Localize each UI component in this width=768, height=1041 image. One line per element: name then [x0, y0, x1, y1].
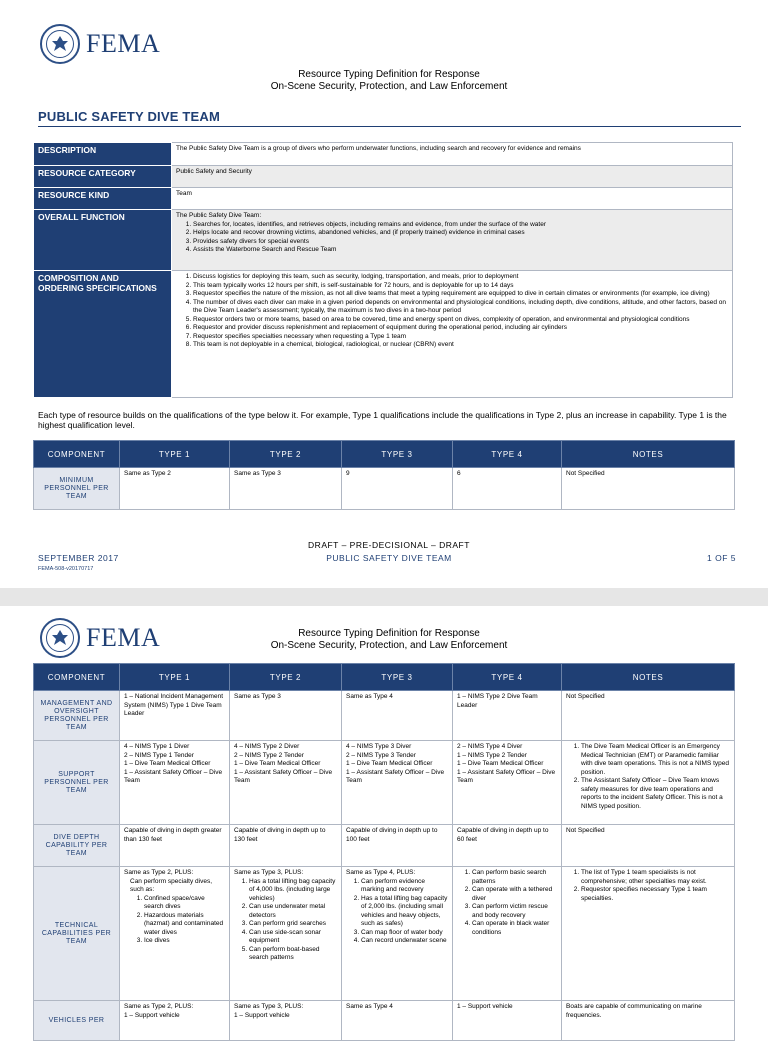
type2-cell: Capable of diving in depth up to 130 feet — [230, 825, 342, 867]
description-value: The Public Safety Dive Team is a group of divers who perform underwater functions, including search and recovery for evidence and remains — [172, 143, 733, 166]
column-header: TYPE 3 — [342, 441, 453, 468]
composition-list — [176, 273, 728, 350]
table-header — [34, 441, 735, 468]
header-line-2: On-Scene Security, Protection, and Law Enforcement — [270, 640, 508, 651]
column-header: COMPONENT — [34, 664, 120, 691]
description-label: DESCRIPTION — [34, 143, 172, 166]
column-header: TYPE 1 — [120, 664, 230, 691]
title-divider — [38, 126, 741, 127]
composition-label: COMPOSITION AND ORDERING SPECIFICATIONS — [34, 271, 172, 398]
composition-row — [34, 271, 733, 398]
type4-cell: 1 – NIMS Type 2 Dive Team Leader — [453, 691, 562, 741]
notes-cell: Not Specified — [562, 468, 735, 510]
list-item: 4. The number of dives each diver can make in a given period depends on environmental and physiological conditions, including depth, dive conditions, altitude, and other factors, based on the Dive Team Leader's assessment; typically, the maximum is two dives in a two-hour period — [193, 299, 728, 316]
type4-cell — [453, 867, 562, 1001]
document-header — [0, 69, 768, 93]
column-header: TYPE 1 — [120, 441, 230, 468]
column-header: TYPE 4 — [453, 664, 562, 691]
column-header: NOTES — [562, 441, 735, 468]
type2-cell — [230, 867, 342, 1001]
table-header — [34, 664, 735, 691]
type2-cell: Same as Type 3 — [230, 468, 342, 510]
table-row — [34, 825, 735, 867]
list-item: 2. Has a total lifting bag capacity of 2,000 lbs. (including small vehicles and heavy objects, such as safes) — [361, 895, 448, 929]
definition-table — [33, 142, 733, 398]
list-item: 3. Can perform victim rescue and body recovery — [472, 903, 557, 920]
header-line-1: Resource Typing Definition for Response — [298, 628, 480, 639]
list-item: 2. Helps locate and recover drowning victims, abandoned vehicles, and (if properly trained) evidence in criminal cases — [193, 229, 728, 238]
list-item: 4. Assists the Waterborne Search and Rescue Team — [193, 246, 728, 255]
column-header: TYPE 3 — [342, 664, 453, 691]
header-line-2: On-Scene Security, Protection, and Law Enforcement — [270, 81, 508, 92]
function-list — [176, 221, 728, 255]
page-two — [0, 606, 768, 1024]
dhs-seal-icon — [40, 24, 80, 64]
draft-status: DRAFT – PRE-DECISIONAL – DRAFT — [308, 540, 470, 550]
type2-cell: 4 – NIMS Type 2 Diver 2 – NIMS Type 2 Tender 1 – Dive Team Medical Officer 1 – Assistant Safety Officer – Dive Team — [230, 741, 342, 825]
column-header: TYPE 4 — [453, 441, 562, 468]
list-item: 5. Can perform boat-based search patterns — [249, 946, 337, 963]
document-header — [0, 628, 768, 652]
type4-cell: 6 — [453, 468, 562, 510]
list-item: 2. This team typically works 12 hours per shift, is self-sustainable for 72 hours, and is deployable for up to 14 days — [193, 282, 728, 291]
notes-cell: Not Specified — [562, 691, 735, 741]
footer-title: PUBLIC SAFETY DIVE TEAM — [326, 553, 452, 563]
component-cell: SUPPORT PERSONNEL PER TEAM — [34, 741, 120, 825]
list-item: 1. Can perform basic search patterns — [472, 869, 557, 886]
list-item: 4. Can use side-scan sonar equipment — [249, 929, 337, 946]
list-item: 1. The Dive Team Medical Officer is an Emergency Medical Technician (EMT) or Paramedic familiar with dive team operations. This is not a NIMS typed position. — [581, 743, 730, 777]
type1-cell: 1 – National Incident Management System (NIMS) Type 1 Dive Team Leader — [120, 691, 230, 741]
list-item: 2. Requestor specifies necessary Type 1 team specialties. — [581, 886, 730, 903]
fema-logo — [40, 24, 160, 64]
kind-label: RESOURCE KIND — [34, 188, 172, 210]
list-item: 1. Can perform evidence marking and recovery — [361, 878, 448, 895]
category-row — [34, 166, 733, 188]
type1-cell: Same as Type 2, PLUS: 1 – Support vehicle — [120, 1001, 230, 1041]
type3-cell: Same as Type 4 — [342, 1001, 453, 1041]
type1-cell: Same as Type 2 — [120, 468, 230, 510]
list-item: 4. Can operate in black water conditions — [472, 920, 557, 937]
table-row — [34, 741, 735, 825]
type1-cell — [120, 867, 230, 1001]
page-separator — [0, 588, 768, 606]
category-label: RESOURCE CATEGORY — [34, 166, 172, 188]
list-item: 2. Can operate with a tethered diver — [472, 886, 557, 903]
logo-text: FEMA — [86, 623, 161, 652]
type3-cell: Same as Type 4 — [342, 691, 453, 741]
type4-cell: 1 – Support vehicle — [453, 1001, 562, 1041]
list-item: 3. Requestor specifies the nature of the mission, as not all dive teams that meet a typing requirement are equipped to dive in certain climates or environments (for example, ice diving) — [193, 290, 728, 299]
list-item: 1. Discuss logistics for deploying this team, such as security, lodging, transportation, and meals, prior to deployment — [193, 273, 728, 282]
type2-cell: Same as Type 3 — [230, 691, 342, 741]
list-item: 3. Can map floor of water body — [361, 929, 448, 938]
cell-intro: Same as Type 3, PLUS: — [234, 869, 304, 876]
type2-cell: Same as Type 3, PLUS: 1 – Support vehicle — [230, 1001, 342, 1041]
column-header: TYPE 2 — [230, 441, 342, 468]
category-value: Public Safety and Security — [172, 166, 733, 188]
column-header: COMPONENT — [34, 441, 120, 468]
min-personnel-table — [33, 440, 735, 510]
kind-value: Team — [172, 188, 733, 210]
list-item: 4. Can record underwater scene — [361, 937, 448, 946]
notes-cell — [562, 867, 735, 1001]
component-cell: TECHNICAL CAPABILITIES PER TEAM — [34, 867, 120, 1001]
type3-cell: Capable of diving in depth up to 100 feet — [342, 825, 453, 867]
cell-intro: Same as Type 2, PLUS: — [124, 869, 194, 876]
page-number: 1 OF 5 — [707, 553, 736, 563]
header-line-1: Resource Typing Definition for Response — [298, 69, 480, 80]
components-table — [33, 663, 735, 1041]
notes-cell — [562, 741, 735, 825]
column-header: NOTES — [562, 664, 735, 691]
qualification-note: Each type of resource builds on the qualifications of the type below it. For example, Type 1 qualifications include the qualifications in Type 2, plus an increase in capability. Type 1 is the highest qualification level. — [38, 410, 727, 430]
cell-intro: Same as Type 4, PLUS: — [346, 869, 416, 876]
list-item: 6. Requestor and provider discuss replenishment and replacement of equipment during the operational period, including air cylinders — [193, 324, 728, 333]
function-label: OVERALL FUNCTION — [34, 210, 172, 271]
list-item: 3. Ice dives — [144, 937, 225, 946]
list-item: 2. Hazardous materials (hazmat) and contaminated water dives — [144, 912, 225, 938]
kind-row — [34, 188, 733, 210]
notes-cell: Not Specified — [562, 825, 735, 867]
type3-cell: 9 — [342, 468, 453, 510]
list-item: 2. Can use underwater metal detectors — [249, 903, 337, 920]
component-cell: MINIMUM PERSONNEL PER TEAM — [34, 468, 120, 510]
table-row — [34, 691, 735, 741]
list-item: 1. Searches for, locates, identifies, and retrieves objects, including remains and evidence, from under the surface of the water — [193, 221, 728, 230]
logo-text: FEMA — [86, 29, 161, 58]
table-row — [34, 867, 735, 1001]
type3-cell: 4 – NIMS Type 3 Diver 2 – NIMS Type 3 Tender 1 – Dive Team Medical Officer 1 – Assistant Safety Officer – Dive Team — [342, 741, 453, 825]
function-row — [34, 210, 733, 271]
footer-date: SEPTEMBER 2017 — [38, 553, 119, 563]
component-cell: VEHICLES PER — [34, 1001, 120, 1041]
list-item: 1. Confined space/cave search dives — [144, 895, 225, 912]
description-row — [34, 143, 733, 166]
list-item: 1. The list of Type 1 team specialists is not comprehensive; other specialties may exist. — [581, 869, 730, 886]
page-title: PUBLIC SAFETY DIVE TEAM — [38, 109, 221, 124]
list-item: 3. Can perform grid searches — [249, 920, 337, 929]
list-item: 2. The Assistant Safety Officer – Dive Team knows safety measures for dive team operations and reports to the incident Safety Officer. This is not a NIMS typed position. — [581, 777, 730, 811]
list-item: 5. Requestor orders two or more teams, based on area to be covered, time and energy spent on dives, complexity of operation, and environmental and physiological conditions — [193, 316, 728, 325]
list-item: 3. Provides safety divers for special events — [193, 238, 728, 247]
type4-cell: 2 – NIMS Type 4 Diver 1 – NIMS Type 2 Tender 1 – Dive Team Medical Officer 1 – Assistant Safety Officer – Dive Team — [453, 741, 562, 825]
notes-cell: Boats are capable of communicating on marine frequencies. — [562, 1001, 735, 1041]
list-item: 1. Has a total lifting bag capacity of 4,000 lbs. (including large vehicles) — [249, 878, 337, 904]
type3-cell — [342, 867, 453, 1001]
list-item: 8. This team is not deployable in a chemical, biological, radiological, or nuclear (CBRN) event — [193, 341, 728, 350]
table-row — [34, 1001, 735, 1041]
column-header: TYPE 2 — [230, 664, 342, 691]
function-intro: The Public Safety Dive Team: — [176, 212, 262, 219]
table-row — [34, 468, 735, 510]
type1-cell: 4 – NIMS Type 1 Diver 2 – NIMS Type 1 Tender 1 – Dive Team Medical Officer 1 – Assistant Safety Officer – Dive Team — [120, 741, 230, 825]
list-item: 7. Requestor specifies specialties necessary when requesting a Type 1 team — [193, 333, 728, 342]
type1-cell: Capable of diving in depth greater than 130 feet — [120, 825, 230, 867]
type4-cell: Capable of diving in depth up to 60 feet — [453, 825, 562, 867]
component-cell: DIVE DEPTH CAPABILITY PER TEAM — [34, 825, 120, 867]
document-id: FEMA-508-v20170717 — [38, 566, 94, 572]
component-cell: MANAGEMENT AND OVERSIGHT PERSONNEL PER TEAM — [34, 691, 120, 741]
cell-subintro: Can perform specialty dives, such as: — [130, 877, 213, 893]
